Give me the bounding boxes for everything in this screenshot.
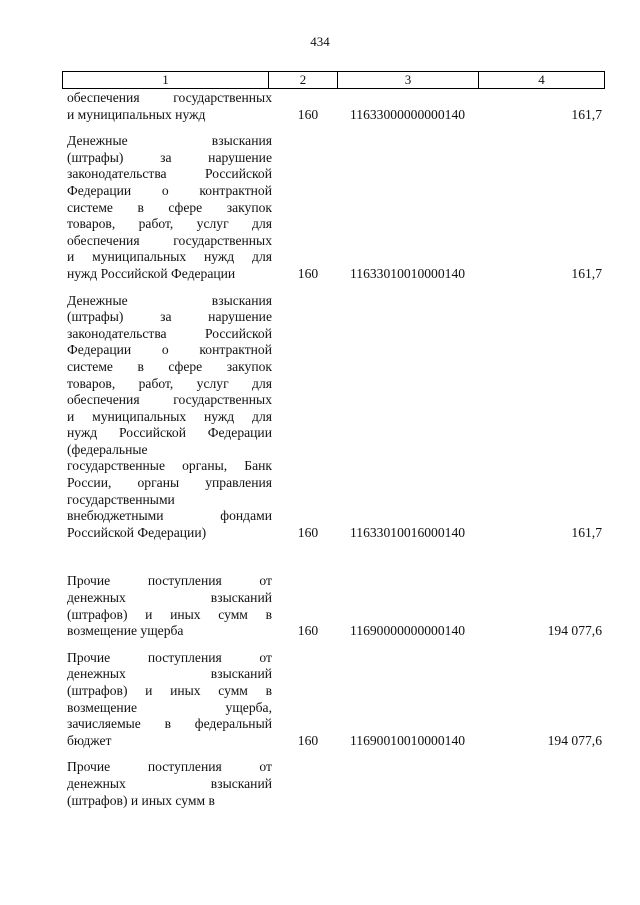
row-description [62, 650, 272, 750]
row-amount: 161,7 [571, 265, 602, 281]
description-line: денежных взысканий [67, 666, 272, 682]
description-line: нужд Российской Федерации [67, 425, 272, 441]
row-code: 160 [297, 106, 319, 122]
description-line: (штрафов) и иных сумм в [67, 792, 215, 808]
row-code: 160 [297, 623, 319, 639]
description-line: и муниципальных нужд для [67, 408, 272, 424]
header-col-4: 4 [479, 72, 605, 89]
description-line: денежных взысканий [67, 590, 272, 606]
row-description [62, 133, 272, 282]
row-kbk: 11690000000000140 [350, 623, 466, 639]
row-kbk: 11633010010000140 [350, 265, 466, 281]
description-line: нужд Российской Федерации [67, 265, 236, 281]
row-description [62, 573, 272, 639]
description-line: (штрафы) за нарушение [67, 149, 272, 165]
row-amount: 161,7 [571, 106, 602, 122]
table-row [62, 759, 602, 809]
row-description [62, 90, 272, 123]
table-row [62, 573, 602, 639]
description-line: системе в сфере закупок [67, 358, 272, 374]
description-line: Российской Федерации) [67, 524, 207, 540]
description-line: и муниципальных нужд для [67, 249, 272, 265]
description-line: товаров, работ, услуг для [67, 216, 272, 232]
table-row [62, 650, 602, 750]
description-line: (штрафов) и иных сумм в [67, 606, 272, 622]
row-code: 160 [297, 732, 319, 748]
table-row [62, 90, 602, 123]
table-row [62, 133, 602, 282]
description-line: Прочие поступления от [67, 573, 272, 589]
header-col-2: 2 [269, 72, 338, 89]
row-kbk: 11633010016000140 [350, 524, 466, 540]
description-line: обеспечения государственных [67, 90, 272, 105]
description-line: Прочие поступления от [67, 649, 272, 665]
row-description [62, 759, 272, 809]
table-body [62, 90, 602, 809]
row-amount: 194 077,6 [547, 623, 602, 639]
description-line: товаров, работ, услуг для [67, 375, 272, 391]
description-line: и муниципальных нужд [67, 106, 206, 122]
description-line: возмещение ущерба, [67, 699, 272, 715]
row-kbk: 11690010010000140 [350, 732, 466, 748]
description-line: (штрафов) и иных сумм в [67, 683, 272, 698]
description-line: Денежные взыскания [67, 292, 272, 308]
description-line: законодательства Российской [67, 166, 272, 182]
row-code: 160 [297, 265, 319, 281]
description-line: зачисляемые в федеральный [67, 716, 272, 732]
row-kbk: 11633000000000140 [350, 106, 466, 122]
header-col-1: 1 [63, 72, 269, 89]
description-line: государственные органы, Банк [67, 458, 272, 474]
description-line: бюджет [67, 732, 112, 748]
description-line: Прочие поступления от [67, 759, 272, 775]
description-line: обеспечения государственных [67, 232, 272, 248]
description-line: возмещение ущерба [67, 623, 184, 639]
description-line: России, органы управления [67, 475, 272, 491]
description-line: системе в сфере закупок [67, 199, 272, 215]
description-line: внебюджетными фондами [67, 508, 272, 524]
description-line: Федерации о контрактной [67, 342, 272, 358]
description-line: (федеральные [67, 441, 148, 457]
description-line: законодательства Российской [67, 325, 272, 341]
table-header [62, 71, 605, 89]
description-line: государственными [67, 491, 175, 507]
header-col-3: 3 [338, 72, 479, 89]
description-line: Денежные взыскания [67, 133, 272, 149]
row-description [62, 293, 272, 542]
description-line: Федерации о контрактной [67, 182, 272, 198]
description-line: обеспечения государственных [67, 392, 272, 408]
row-code: 160 [297, 524, 319, 540]
row-amount: 161,7 [571, 524, 602, 540]
description-line: (штрафы) за нарушение [67, 309, 272, 325]
table-row [62, 293, 602, 542]
description-line: денежных взысканий [67, 775, 272, 791]
row-amount: 194 077,6 [547, 732, 602, 748]
page-number: 434 [310, 34, 330, 49]
